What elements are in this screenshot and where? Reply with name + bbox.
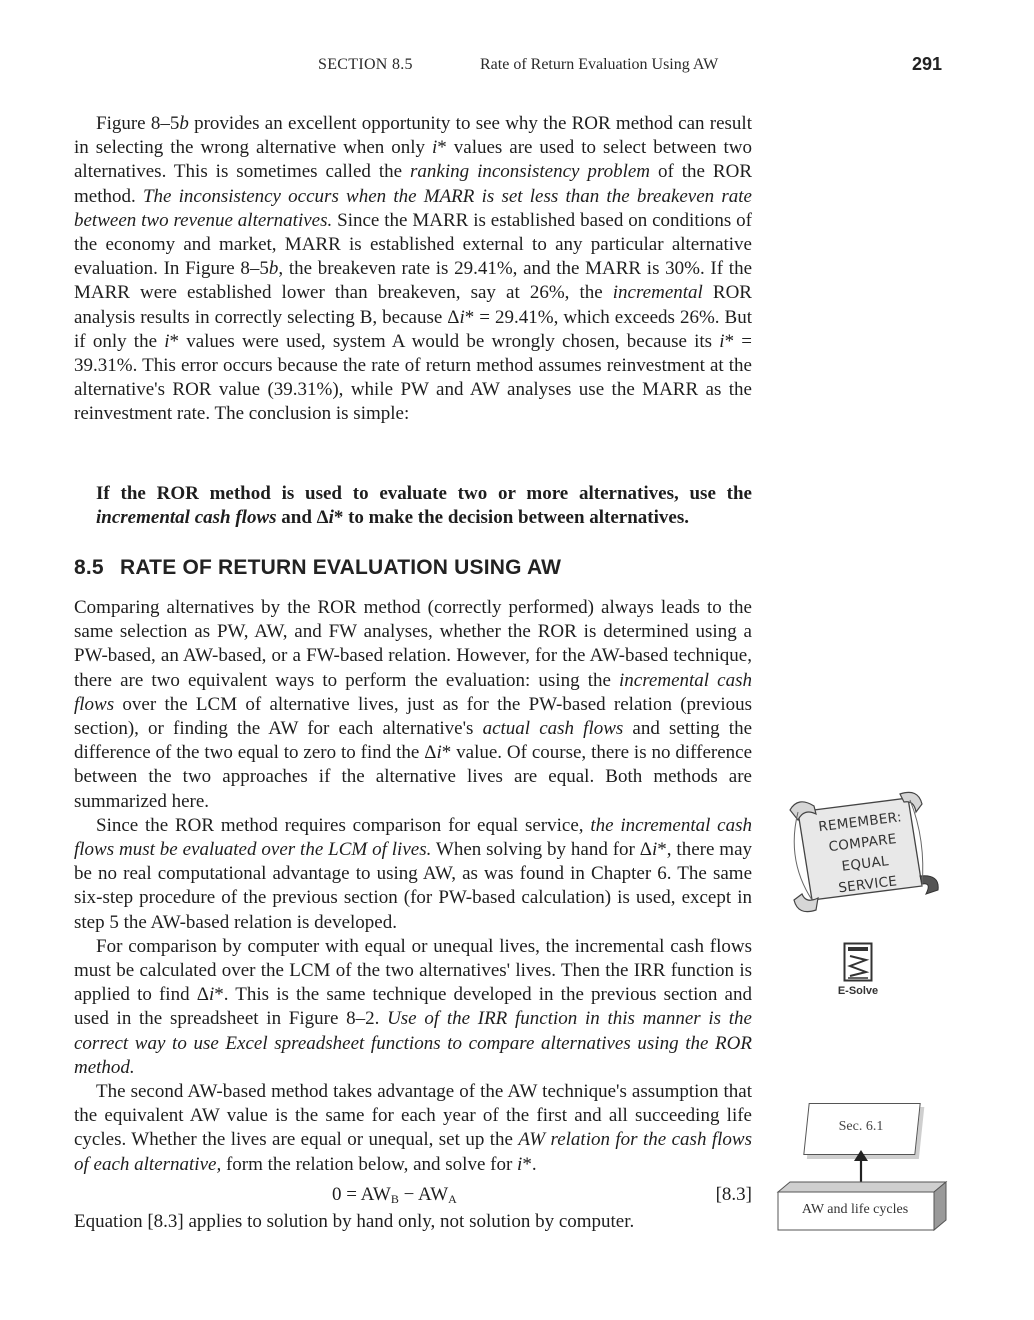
aw-life-cycles-label: AW and life cycles [801,1202,909,1217]
header-title: Rate of Return Evaluation Using AW [480,56,719,73]
remember-scroll-icon [776,790,946,920]
conclusion-rule: If the ROR method is used to evaluate two or more alternatives, use the incremental cash flows and Δi* to make the decision between alternatives. [96,483,752,529]
section-body [74,596,752,1177]
header-section: SECTION 8.5 [318,56,413,73]
equation-number: [8.3] [715,1184,752,1205]
intro-paragraph [74,112,752,427]
section-title: RATE OF RETURN EVALUATION USING AW [120,556,562,579]
body-paragraph: The second AW-based method takes advantage of the AW technique's assumption that the equivalent AW value is the same for each year of the first and all succeeding life cycles. Whether the lives are equal or unequal, set up the AW relation for the cash flows of each alternative, form the relation below, and solve for i*. [74,1081,752,1175]
e-solve-icon [843,942,873,982]
e-solve-label: E-Solve [837,985,879,997]
equation-8-3 [74,1184,752,1210]
closing-line: Equation [8.3] applies to solution by hand only, not solution by computer. [74,1211,635,1232]
scroll-text: REMEMBER: COMPARE EQUAL SERVICE [817,809,903,897]
section-number: 8.5 [74,556,104,579]
section-heading [74,556,561,580]
body-paragraph: Comparing alternatives by the ROR method (correctly performed) always leads to the same selection as PW, AW, and FW analyses, whether the ROR is determined using a PW-based, an AW-based, or a FW-based relation. However, for the AW-based technique, there are two equivalent ways to perform the evaluation: using the incremental cash flows over the LCM of alternative lives, just as for the PW-based relation (previous section), or finding the AW for each alternative's actual cash flows and setting the difference of the two equal to zero to find the Δi* value. Of course, there is no difference between the two approaches if the alternative lives are equal. Both methods are summarized here. [74,597,753,812]
body-paragraph: For comparison by computer with equal or unequal lives, the incremental cash flows must be calculated over the LCM of the two alternatives' lives. Then the IRR function is applied to find Δi*. This is the same technique developed in the previous section and used in the spreadsheet in Figure 8–2. Use of the IRR function in this manner is the correct way to use Excel spreadsheet functions to compare alternatives using the ROR method. [74,935,752,1078]
paragraph-text: Figure 8–5b provides an excellent opportunity to see why the ROR method can result in selecting the wrong alternative when only i* values are used to select between two alternatives. This is sometimes called the ranking inconsistency problem of the ROR method. The inconsistency occurs when the MARR is set less than the breakeven rate between two revenue alternatives. Since the MARR is established based on conditions of the economy and market, MARR is established external to any particular alternative evaluation. In Figure 8–5b, the breakeven rate is 29.41%, and the MARR is 30%. If the MARR were established lower than breakeven, say at 26%, the incremental ROR analysis results in correctly selecting B, because Δi* = 29.41%, which exceeds 26%. But if only the i* values were used, system A would be wrongly chosen, because its i* = 39.31%. This error occurs because the rate of return method assumes reinvestment at the alternative's ROR value (39.31%), while PW and AW analyses use the MARR as the reinvestment rate. The conclusion is simple: [74,113,753,425]
page-number: 291 [912,54,943,74]
body-paragraph: Since the ROR method requires comparison for equal service, the incremental cash flows must be evaluated over the LCM of lives. When solving by hand for Δi*, there may be no real computational advantage to using AW, as was found in Chapter 6. The same six-step procedure of the previous section (for PW-based calculation) is used, except in step 5 the AW-based relation is developed. [74,814,753,933]
section-reference-label: Sec. 6.1 [838,1119,884,1134]
equation-expression: $0 = AW_B - AW_A$ [332,1184,457,1206]
